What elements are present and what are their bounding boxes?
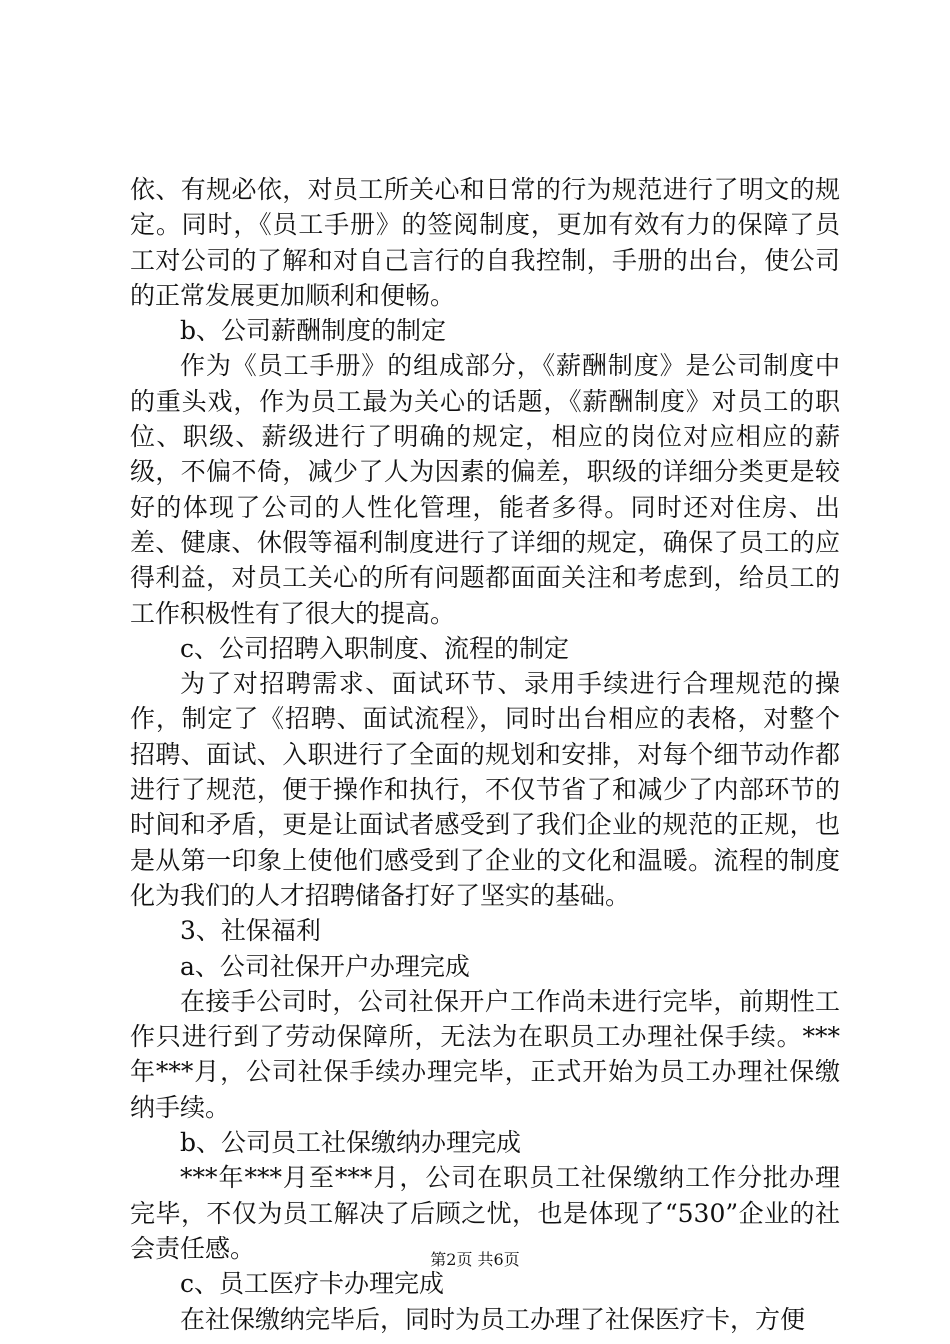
section-heading: c、公司招聘入职制度、流程的制定 <box>180 633 570 663</box>
paragraph: 作为《员工手册》的组成部分，《薪酬制度》是公司制度中的重头戏，作为员工最为关心的话题，《薪酬制度》对员工的职位、职级、薪级进行了明确的规定，相应的岗位对应相应的薪级，不偏不倚，减少了人为因素的偏差，职级的详细分类更是较好的体现了公司的人性化管理，能者多得。同时还对住房、出差、健康、休假等福利制度进行了详细的规定，确保了员工的应得利益，对员工关心的所有问题都面面关注和考虑到，给员工的工作积极性有了很大的提高。 <box>130 351 840 628</box>
paragraph: 依、有规必依，对员工所关心和日常的行为规范进行了明文的规定。同时，《员工手册》的签阅制度，更加有效有力的保障了员工对公司的了解和对自己言行的自我控制，手册的出台，使公司的正常发展更加顺利和便畅。 <box>130 175 840 310</box>
paragraph: ***年***月至***月，公司在职员工社保缴纳工作分批办理完毕，不仅为员工解决了后顾之忧，也是体现了“530”企业的社会责任感。 <box>130 1163 840 1263</box>
page-number-footer: 第2页 共6页 <box>430 1250 520 1269</box>
paragraph: 在接手公司时，公司社保开户工作尚未进行完毕，前期性工作只进行到了劳动保障所，无法为在职员工办理社保手续。***年***月，公司社保手续办理完毕，正式开始为员工办理社保缴纳手续。 <box>130 986 840 1122</box>
section-heading: b、公司薪酬制度的制定 <box>180 316 447 346</box>
section-heading: 3、社保福利 <box>180 916 321 946</box>
document-body <box>130 172 840 1337</box>
paragraph: 在社保缴纳完毕后，同时为员工办理了社保医疗卡，方便 <box>180 1304 806 1334</box>
section-heading: b、公司员工社保缴纳办理完成 <box>180 1128 522 1158</box>
section-heading: a、公司社保开户办理完成 <box>180 951 470 981</box>
paragraph: 为了对招聘需求、面试环节、录用手续进行合理规范的操作，制定了《招聘、面试流程》，同时出台相应的表格，对整个招聘、面试、入职进行了全面的规划和安排，对每个细节动作都进行了规范，便于操作和执行，不仅节省了和减少了内部环节的时间和矛盾，更是让面试者感受到了我们企业的规范的正规，也是从第一印象上使他们感受到了企业的文化和温暖。流程的制度化为我们的人才招聘储备打好了坚实的基础。 <box>130 669 840 910</box>
section-heading: c、员工医疗卡办理完成 <box>180 1269 445 1299</box>
